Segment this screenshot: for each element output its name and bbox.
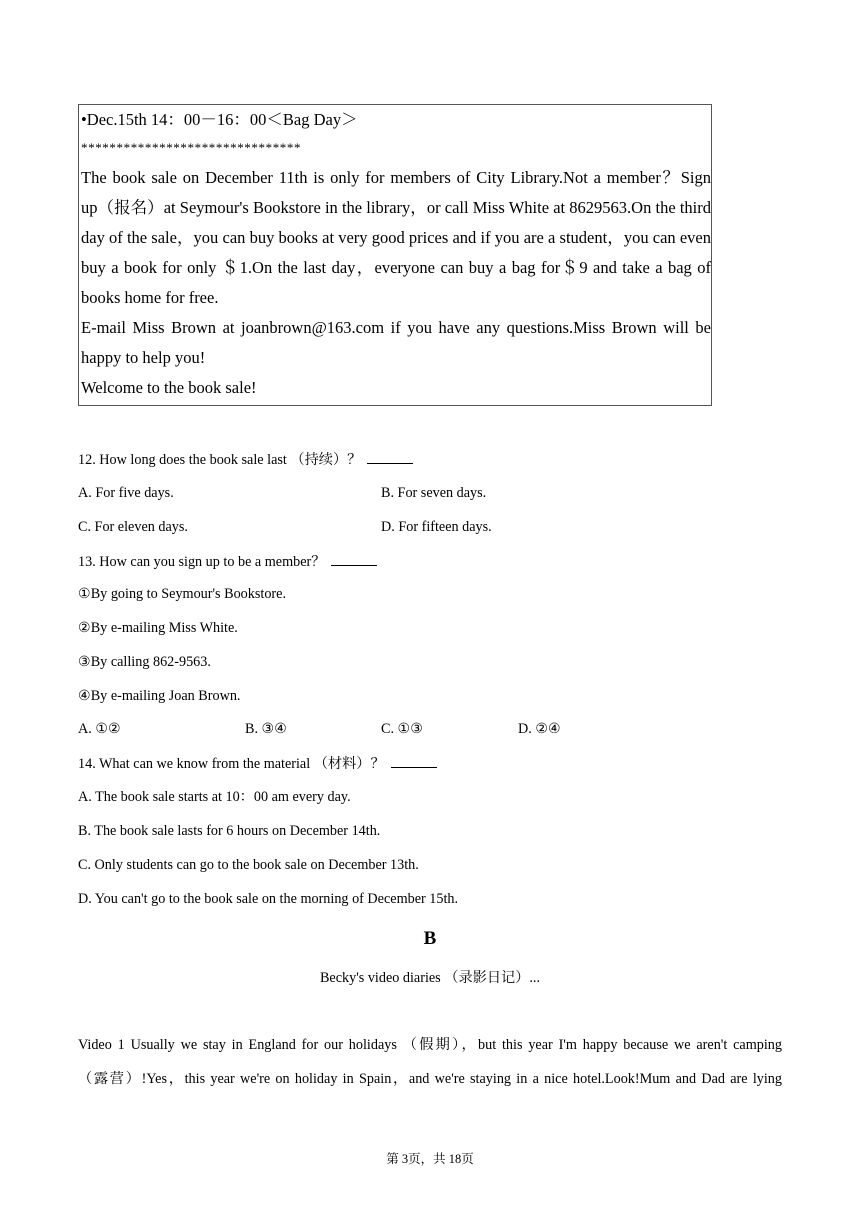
question-13-statement: ①By going to Seymour's Bookstore. bbox=[78, 586, 286, 602]
question-12-option-d: D. For fifteen days. bbox=[381, 519, 492, 535]
question-14-option-a: A. The book sale starts at 10：00 am every day. bbox=[78, 789, 351, 805]
question-13-option-a: A. ①② bbox=[78, 721, 121, 737]
divider-line: ******************************* bbox=[81, 140, 302, 155]
answer-blank bbox=[331, 551, 377, 566]
notice-paragraph-line: day of the sale，you can buy books at very good prices and if you are a student，you can even bbox=[81, 228, 711, 247]
question-13-text: 13. How can you sign up to be a member？ bbox=[78, 554, 326, 570]
question-14-text: 14. What can we know from the material （材料）？ bbox=[78, 756, 385, 772]
notice-paragraph-line: buy a book for only ＄1.On the last day，everyone can buy a bag for＄9 and take a bag of bbox=[81, 258, 711, 277]
notice-paragraph-line: up（报名）at Seymour's Bookstore in the library，or call Miss White at 8629563.On the third bbox=[81, 198, 711, 217]
passage-line: Video 1 Usually we stay in England for our holidays （假期），but this year I'm happy because we aren't camping bbox=[78, 1037, 782, 1053]
question-13-statement: ④By e-mailing Joan Brown. bbox=[78, 688, 241, 704]
page-footer: 第 3页，共 18页 bbox=[386, 1152, 474, 1166]
question-14-stem bbox=[78, 753, 437, 774]
notice-paragraph-line: books home for free. bbox=[81, 288, 219, 307]
question-12-option-b: B. For seven days. bbox=[381, 485, 487, 501]
question-13-option-b: B. ③④ bbox=[245, 721, 287, 737]
answer-blank bbox=[367, 449, 413, 464]
notice-paragraph-line: E-mail Miss Brown at joanbrown@163.com if you have any questions.Miss Brown will be bbox=[81, 318, 711, 337]
question-14-option-c: C. Only students can go to the book sale on December 13th. bbox=[78, 857, 419, 873]
question-13-stem bbox=[78, 551, 377, 572]
section-subtitle: Becky's video diaries （录影日记）... bbox=[319, 970, 541, 986]
question-14-option-b: B. The book sale lasts for 6 hours on December 14th. bbox=[78, 823, 381, 839]
notice-paragraph-line: The book sale on December 11th is only for members of City Library.Not a member？Sign bbox=[81, 168, 711, 187]
question-13-option-d: D. ②④ bbox=[518, 721, 561, 737]
question-12-option-a: A. For five days. bbox=[78, 485, 174, 501]
notice-paragraph-line: Welcome to the book sale! bbox=[81, 378, 257, 397]
schedule-line: •Dec.15th 14：00－16：00＜Bag Day＞ bbox=[81, 110, 358, 129]
question-12-stem bbox=[78, 449, 413, 470]
question-12-option-c: C. For eleven days. bbox=[78, 519, 188, 535]
notice-box bbox=[78, 104, 712, 406]
question-13-option-c: C. ①③ bbox=[381, 721, 423, 737]
question-13-statement: ③By calling 862-9563. bbox=[78, 654, 211, 670]
question-12-text: 12. How long does the book sale last （持续）？ bbox=[78, 452, 362, 468]
question-13-statement: ②By e-mailing Miss White. bbox=[78, 620, 238, 636]
answer-blank bbox=[391, 753, 437, 768]
section-heading: B bbox=[423, 928, 437, 949]
question-14-option-d: D. You can't go to the book sale on the morning of December 15th. bbox=[78, 891, 459, 907]
passage-line: （露营）!Yes，this year we're on holiday in Spain，and we're staying in a nice hotel.Look!Mum and Dad are lying bbox=[78, 1071, 782, 1087]
notice-paragraph-line: happy to help you! bbox=[81, 348, 206, 367]
